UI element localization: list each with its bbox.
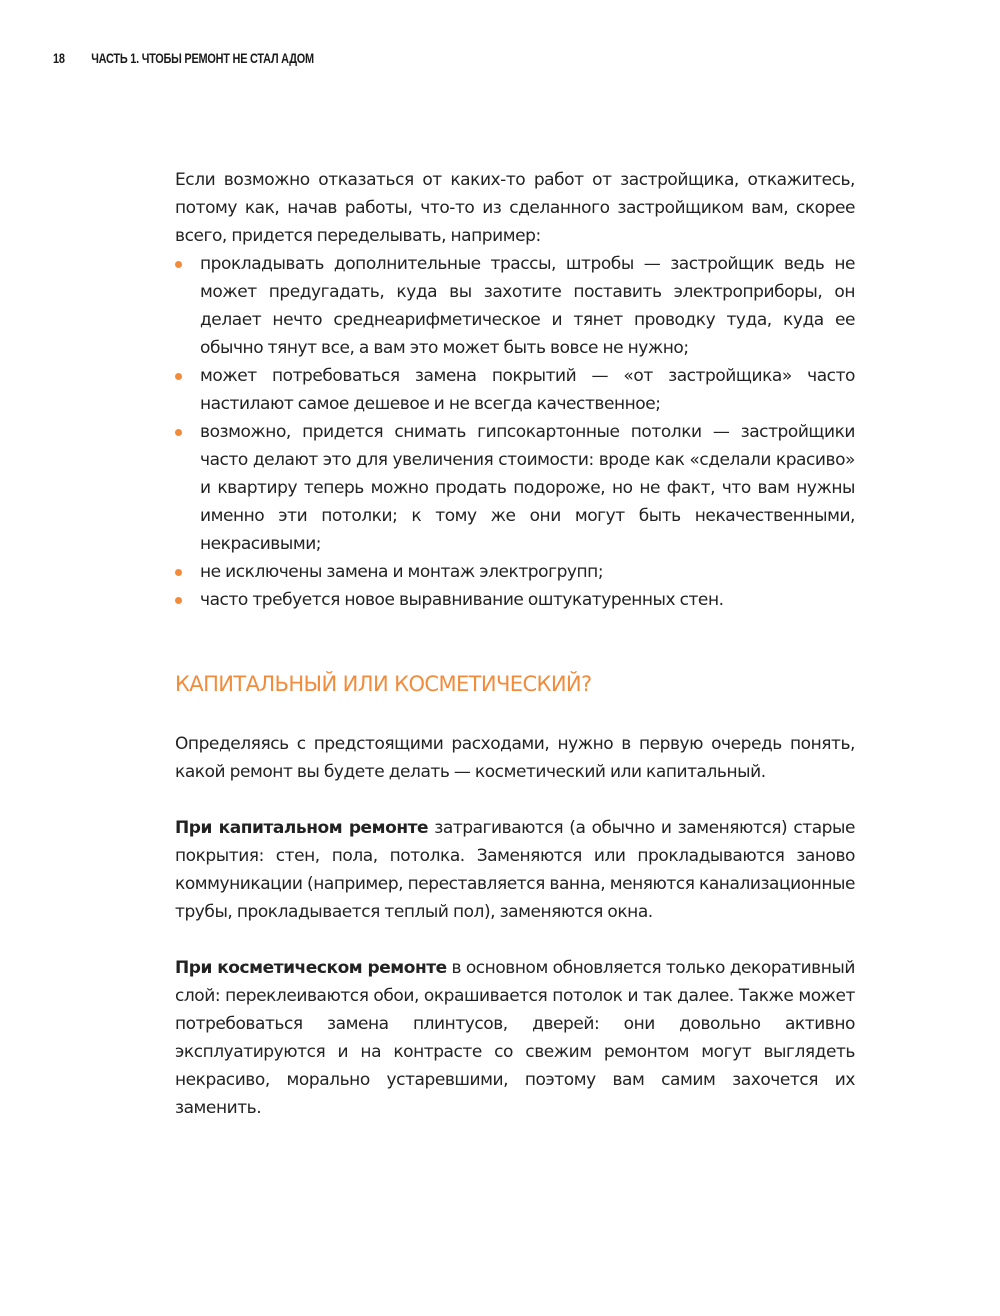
page-number: 18 [53,50,65,66]
list-item: прокладывать дополнительные трассы, штробы — застройщик ведь не может предугадать, куда вы захотите поставить электроприборы, он делает нечто среднеарифметическое и тянет проводку туда, куда ее обычно тянут все, а вам это может быть вовсе не нужно; [175,250,855,362]
list-item: часто требуется новое выравнивание оштукатуренных стен. [175,586,855,614]
page-content [175,166,855,1122]
list-item: возможно, придется снимать гипсокартонные потолки — застройщики часто делают это для увеличения стоимости: вроде как «сделали красиво» и квартиру теперь можно продать подороже, но не факт, что вам нужны именно эти потолки; к тому же они могут быть некачественными, некрасивыми; [175,418,855,558]
bullet-dot-icon [175,261,182,268]
intro-paragraph: Если возможно отказаться от каких-то работ от застройщика, откажитесь, потому как, начав работы, что-то из сделанного застройщиком вам, скорее всего, придется переделывать, например: [175,170,855,246]
cosmetic-repair-lead: При косметическом ремонте [175,958,447,978]
bullet-dot-icon [175,429,182,436]
cosmetic-repair-paragraph: При косметическом ремонте в основном обновляется только декоративный слой: переклеиваются обои, окрашивается потолок и так далее. Также может потребоваться замена плинтусов, дверей: они довольно активно эксплуатируются и на контрасте со свежим ремонтом могут выглядеть некрасиво, морально устаревшими, поэтому вам самим захочется их заменить. [175,958,855,1118]
bullet-dot-icon [175,373,182,380]
bullet-list [175,250,855,614]
section-intro-paragraph: Определяясь с предстоящими расходами, нужно в первую очередь понять, какой ремонт вы будете делать — косметический или капитальный. [175,734,855,782]
bullet-dot-icon [175,597,182,604]
list-item: может потребоваться замена покрытий — «от застройщика» часто настилают самое дешевое и не всегда качественное; [175,362,855,418]
section-heading: КАПИТАЛЬНЫЙ ИЛИ КОСМЕТИЧЕСКИЙ? [175,672,592,696]
running-head [53,50,314,66]
capital-repair-paragraph: При капитальном ремонте затрагиваются (а обычно и заменяются) старые покрытия: стен, пола, потолка. Заменяются или прокладываются заново коммуникации (например, переставляется ванна, меняются канализационные трубы, прокладывается теплый пол), заменяются окна. [175,818,855,922]
list-item: не исключены замена и монтаж электрогрупп; [175,558,855,586]
chapter-title: ЧАСТЬ 1. ЧТОБЫ РЕМОНТ НЕ СТАЛ АДОМ [91,50,314,66]
capital-repair-lead: При капитальном ремонте [175,818,429,838]
bullet-dot-icon [175,569,182,576]
